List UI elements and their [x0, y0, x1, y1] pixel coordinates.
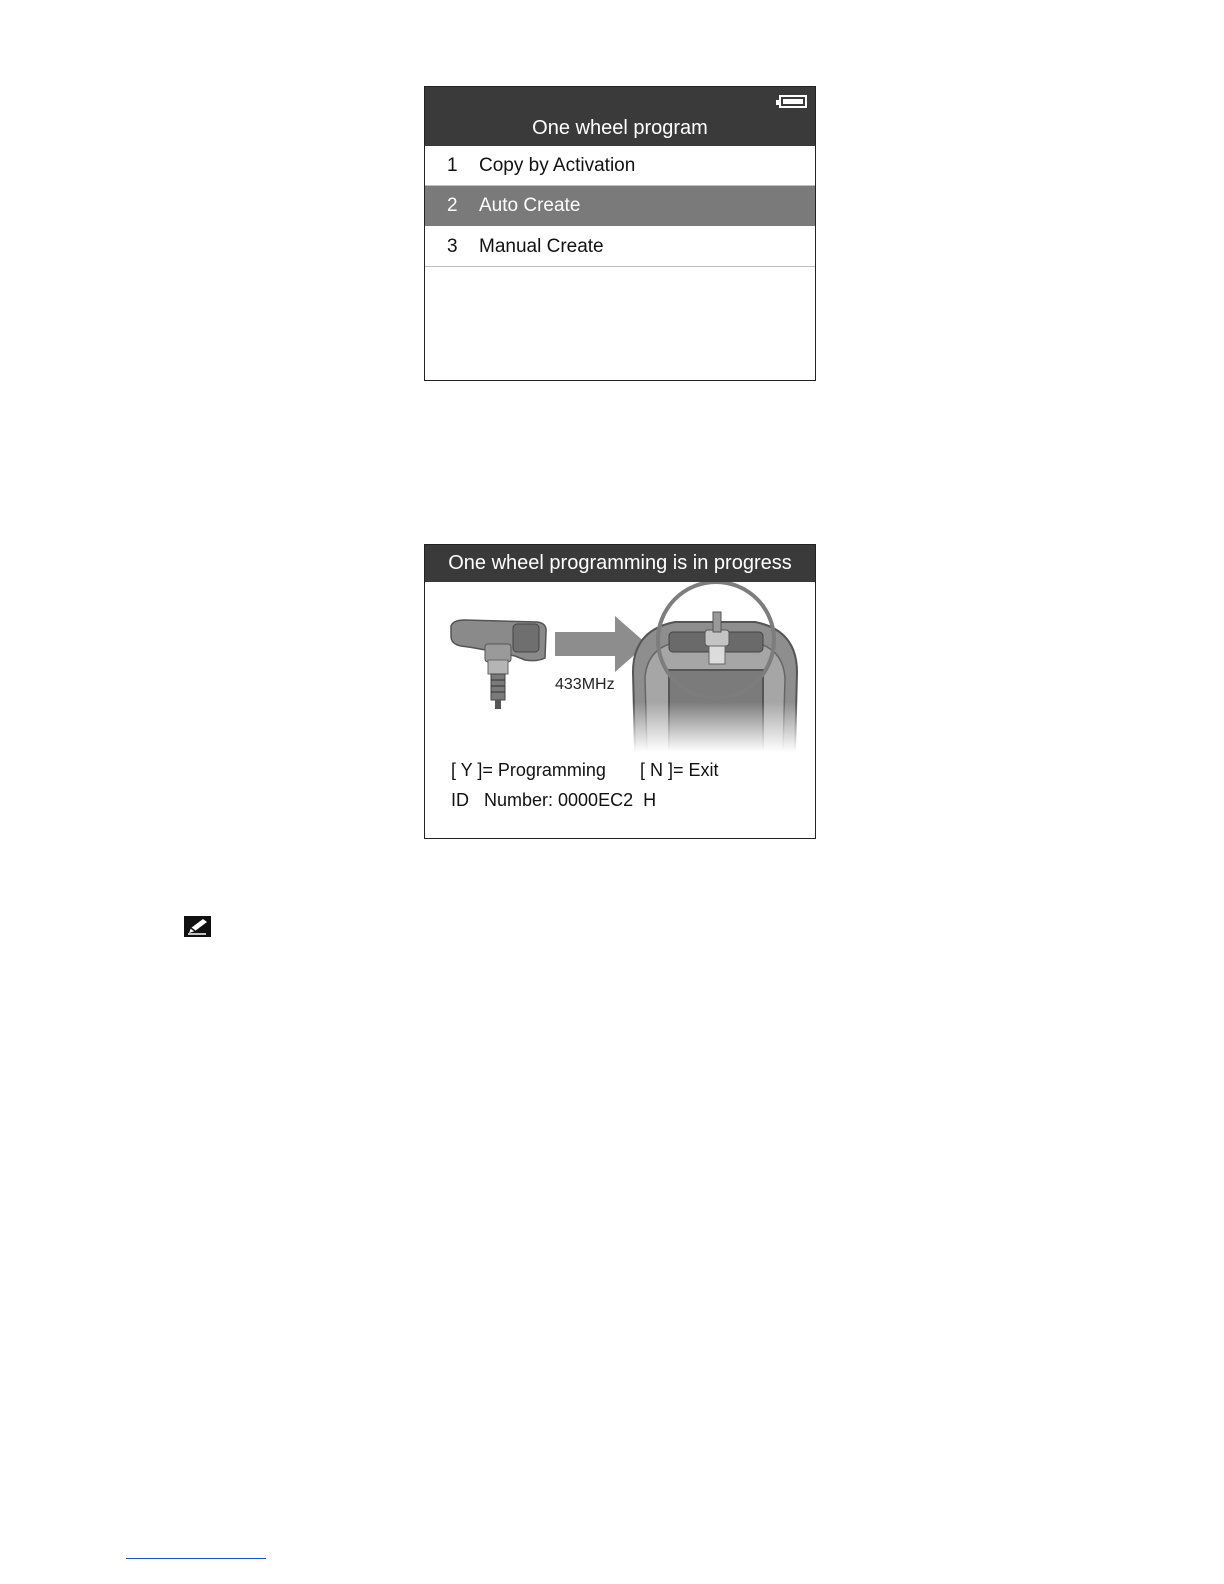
exit-option: [ N ]= Exit [640, 760, 719, 780]
menu-item-label: Copy by Activation [479, 155, 636, 176]
screen-header [425, 87, 815, 146]
menu-item-copy-by-activation[interactable] [425, 146, 815, 186]
programming-tool-icon [629, 582, 801, 752]
screen-title: One wheel program [532, 117, 708, 139]
one-wheel-program-screen [424, 86, 816, 381]
tpms-sensor-icon [451, 620, 546, 709]
programming-progress-screen [424, 544, 816, 839]
screen-header: One wheel programming is in progress [425, 545, 815, 582]
pencil-note-icon [184, 916, 211, 937]
footer-rule [126, 1558, 266, 1559]
menu-item-number: 1 [447, 155, 458, 176]
menu-item-label: Manual Create [479, 236, 604, 257]
menu-item-number: 2 [447, 195, 458, 216]
battery-icon [779, 95, 807, 108]
frequency-label: 433MHz [555, 676, 615, 693]
menu-item-label: Auto Create [479, 195, 581, 216]
programming-illustration [425, 582, 817, 752]
menu-item-auto-create[interactable] [425, 186, 815, 226]
sensor-id-number: ID Number: 0000EC2 H [451, 790, 657, 810]
programming-option: [ Y ]= Programming [451, 760, 606, 780]
menu-item-manual-create[interactable] [425, 227, 815, 267]
menu-item-number: 3 [447, 236, 458, 257]
